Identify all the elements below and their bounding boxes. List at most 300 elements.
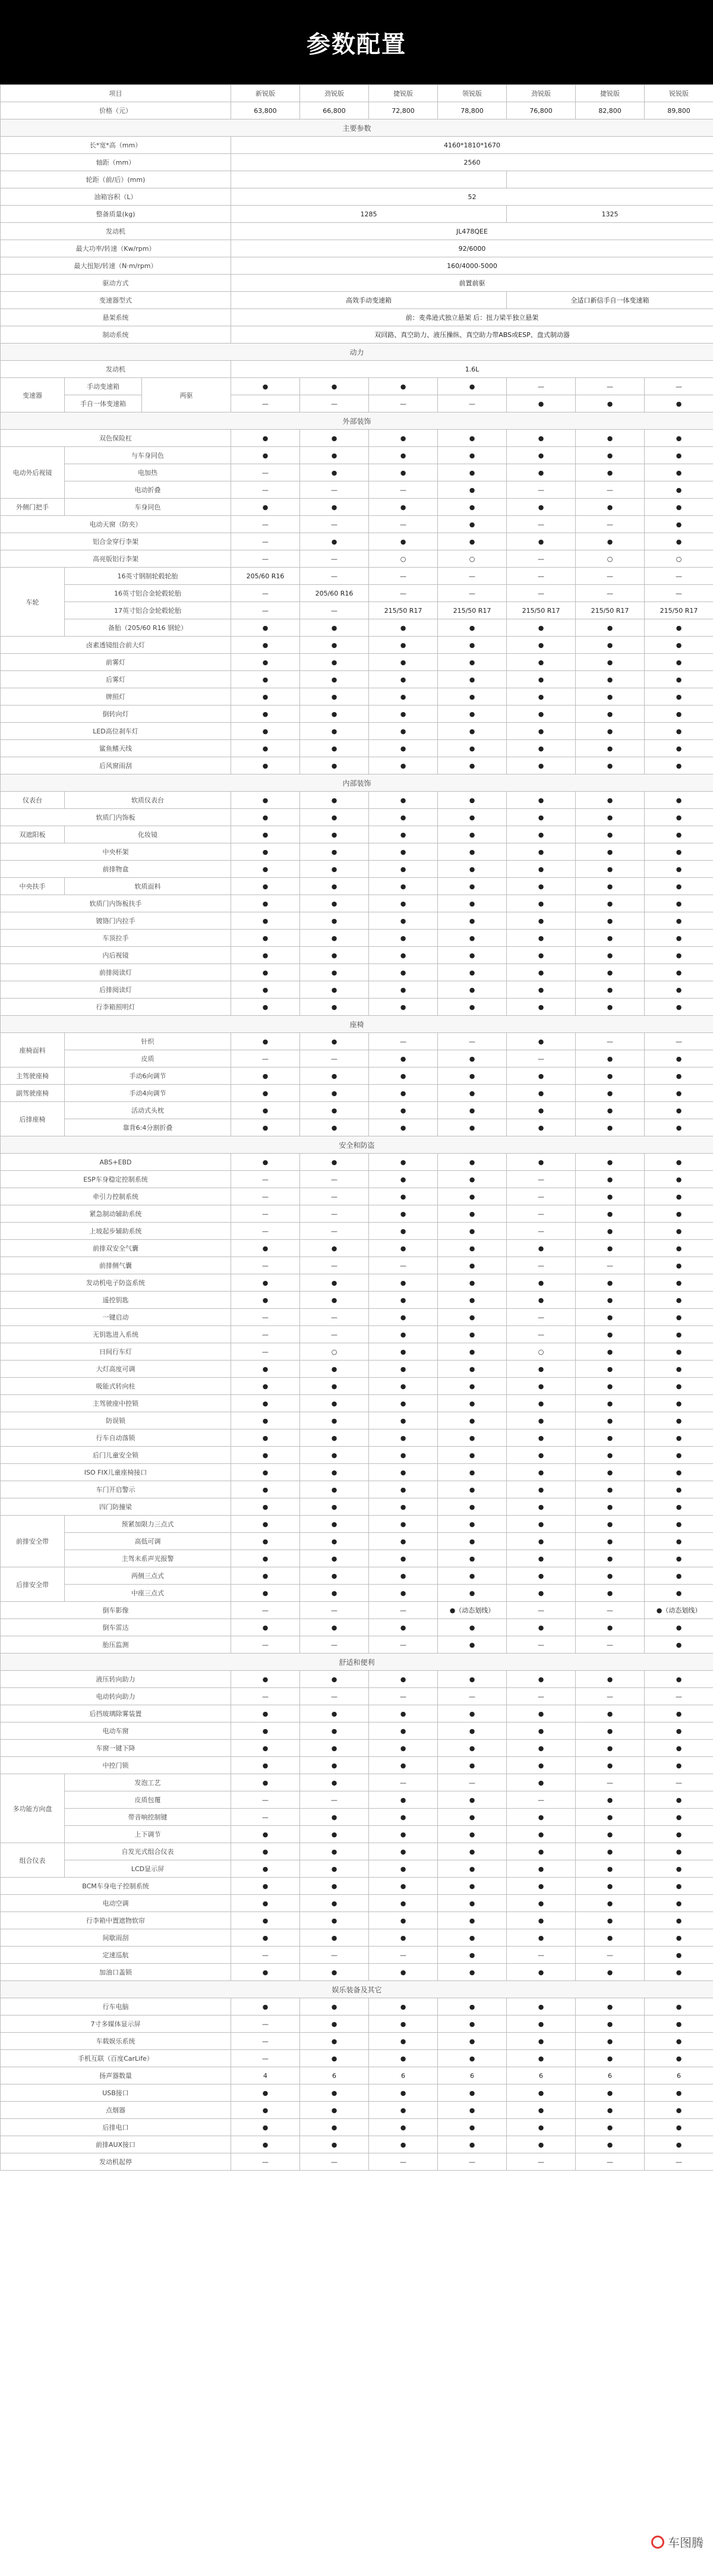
row-value: ● — [576, 1429, 645, 1447]
row-value: ● — [369, 2033, 438, 2050]
row-value: 205/60 R16 — [300, 585, 369, 602]
row-value: ● — [507, 654, 576, 671]
row-value: ● — [438, 430, 507, 447]
row-value: — — [369, 1602, 438, 1619]
table-row — [1, 1843, 713, 1860]
row-value: ● — [438, 809, 507, 826]
row-value: ● — [369, 1843, 438, 1860]
table-row — [1, 1619, 713, 1636]
row-value: ● — [645, 843, 713, 861]
row-value: ● — [576, 1412, 645, 1429]
row-value: ● — [231, 1481, 300, 1498]
table-row — [1, 1119, 713, 1136]
row-value: ● — [300, 1705, 369, 1722]
row-value: ● — [438, 1481, 507, 1498]
row-value: — — [231, 2153, 300, 2171]
row-sub-label: 主驾未系声光报警 — [65, 1550, 231, 1567]
row-group-label: 后排安全带 — [1, 1567, 65, 1602]
row-value: ● — [576, 1550, 645, 1567]
row-value: — — [507, 1171, 576, 1188]
row-value: ● — [438, 1085, 507, 1102]
section-row — [1, 412, 713, 430]
table-row — [1, 430, 713, 447]
row-value: ● — [369, 671, 438, 688]
table-row — [1, 723, 713, 740]
table-row — [1, 1223, 713, 1240]
row-value: ● — [576, 981, 645, 999]
table-row — [1, 1240, 713, 1257]
row-value: ● — [645, 1843, 713, 1860]
row-mid-label: 两驱 — [142, 378, 231, 412]
table-row — [1, 1964, 713, 1981]
row-value: ● — [576, 1102, 645, 1119]
row-value: ● — [507, 1033, 576, 1050]
row-value: ● — [576, 1516, 645, 1533]
row-value: — — [576, 1636, 645, 1654]
row-value: ● — [231, 1274, 300, 1292]
row-value: ● — [438, 637, 507, 654]
row-value: ● — [369, 843, 438, 861]
row-group-label: 变速器 — [1, 378, 65, 412]
section-title: 动力 — [1, 344, 713, 361]
row-value: ● — [645, 1240, 713, 1257]
row-value: 205/60 R16 — [231, 568, 300, 585]
row-value: ● — [300, 740, 369, 757]
row-value: ● — [300, 464, 369, 481]
row-value: ● — [645, 964, 713, 981]
row-value: ● — [369, 1326, 438, 1343]
row-value: ● — [300, 1361, 369, 1378]
row-value: — — [231, 533, 300, 550]
row-label: 上坡起步辅助系统 — [1, 1223, 231, 1240]
row-value: ● — [438, 930, 507, 947]
row-label: 四门防撞梁 — [1, 1498, 231, 1516]
row-value: — — [438, 2153, 507, 2171]
row-value: ●（动态划线） — [438, 1602, 507, 1619]
row-value: ● — [438, 654, 507, 671]
table-row — [1, 1309, 713, 1326]
row-value: ● — [576, 1533, 645, 1550]
row-label: 定速巡航 — [1, 1947, 231, 1964]
row-value: ● — [438, 1533, 507, 1550]
row-value: ● — [645, 1412, 713, 1429]
row-value: ● — [507, 688, 576, 706]
table-row — [1, 1740, 713, 1757]
table-row — [1, 516, 713, 533]
row-value: ● — [507, 826, 576, 843]
row-value: ● — [300, 912, 369, 930]
row-value: ● — [507, 999, 576, 1016]
row-value: ● — [300, 619, 369, 637]
row-value: 全适口新信手自一体变速箱 — [507, 292, 713, 309]
row-value: ● — [576, 1464, 645, 1481]
row-value: ● — [438, 1171, 507, 1188]
row-value: — — [576, 378, 645, 395]
row-group-label: 车轮 — [1, 568, 65, 637]
row-value: ● — [576, 1050, 645, 1067]
row-value: ● — [576, 1119, 645, 1136]
row-label: 发动机 — [1, 223, 231, 240]
row-value: ● — [645, 1257, 713, 1274]
table-row — [1, 240, 713, 257]
row-value: ● — [231, 878, 300, 895]
table-row — [1, 137, 713, 154]
table-row — [1, 206, 713, 223]
watermark-logo-icon — [651, 2536, 664, 2549]
row-value: — — [300, 602, 369, 619]
row-label: 后门儿童安全锁 — [1, 1447, 231, 1464]
row-group-label: 前排安全带 — [1, 1516, 65, 1567]
row-value: ● — [645, 1516, 713, 1533]
column-header: 锐锐版 — [645, 85, 713, 102]
row-value: ● — [576, 1240, 645, 1257]
row-value: ● — [438, 1671, 507, 1688]
row-value: ● — [300, 499, 369, 516]
row-value: ● — [507, 1585, 576, 1602]
row-value: ● — [369, 723, 438, 740]
row-value — [507, 171, 713, 188]
row-value: — — [507, 1791, 576, 1809]
section-title: 舒适和便利 — [1, 1654, 713, 1671]
column-header: 捷锐版 — [576, 85, 645, 102]
row-value: ● — [438, 1705, 507, 1722]
table-row — [1, 999, 713, 1016]
row-value: ● — [576, 2050, 645, 2067]
table-row — [1, 1067, 713, 1085]
row-value: ● — [438, 792, 507, 809]
row-value: ● — [507, 1412, 576, 1429]
row-value: — — [369, 1688, 438, 1705]
row-value: ● — [645, 1878, 713, 1895]
row-value: ● — [231, 1912, 300, 1929]
row-value: ● — [645, 706, 713, 723]
row-value: ● — [645, 1619, 713, 1636]
row-value: ● — [438, 533, 507, 550]
row-value: — — [231, 1309, 300, 1326]
row-value: ● — [438, 1636, 507, 1654]
row-value: ● — [507, 1240, 576, 1257]
row-label: 前排侧气囊 — [1, 1257, 231, 1274]
row-value: ● — [507, 464, 576, 481]
table-row — [1, 1860, 713, 1878]
row-value: ● — [369, 1205, 438, 1223]
table-row — [1, 619, 713, 637]
row-label: 镀铬门内拉手 — [1, 912, 231, 930]
row-value: — — [231, 1223, 300, 1240]
row-value: ● — [438, 1947, 507, 1964]
table-row — [1, 1343, 713, 1361]
row-value: — — [231, 516, 300, 533]
row-value: 4160*1810*1670 — [231, 137, 713, 154]
row-value: ● — [231, 2119, 300, 2136]
row-value: ● — [231, 1550, 300, 1567]
row-value: ● — [507, 1878, 576, 1895]
row-value: ● — [645, 809, 713, 826]
row-group-label: 双遮阳板 — [1, 826, 65, 843]
row-value: ● — [576, 1361, 645, 1378]
row-value: ● — [231, 861, 300, 878]
table-row — [1, 447, 713, 464]
row-value: ● — [507, 1361, 576, 1378]
row-value: — — [645, 568, 713, 585]
row-value: ● — [300, 1964, 369, 1981]
row-value: ● — [231, 1292, 300, 1309]
row-value: ● — [231, 1498, 300, 1516]
row-value: ● — [507, 2033, 576, 2050]
row-label: 铝合金穿行李架 — [1, 533, 231, 550]
row-label: 主驾驶座中控锁 — [1, 1395, 231, 1412]
row-label: 车窗一键下降 — [1, 1740, 231, 1757]
row-value: ● — [369, 378, 438, 395]
table-row — [1, 1809, 713, 1826]
row-value: ● — [507, 1119, 576, 1136]
table-row — [1, 1033, 713, 1050]
row-value: — — [300, 1309, 369, 1326]
table-row — [1, 637, 713, 654]
row-value: ● — [231, 1567, 300, 1585]
row-value: ● — [369, 1154, 438, 1171]
table-row — [1, 378, 713, 395]
row-value: ● — [231, 740, 300, 757]
row-value: ● — [231, 1395, 300, 1412]
row-value: ● — [438, 843, 507, 861]
table-row — [1, 395, 713, 412]
table-row — [1, 1464, 713, 1481]
row-value: ● — [369, 1171, 438, 1188]
row-value: ● — [231, 1757, 300, 1774]
row-value: ● — [507, 1154, 576, 1171]
table-row — [1, 1205, 713, 1223]
row-value: ● — [576, 1205, 645, 1223]
row-value: ● — [438, 981, 507, 999]
row-value: ● — [369, 1292, 438, 1309]
table-row — [1, 1102, 713, 1119]
row-label: 遥控钥匙 — [1, 1292, 231, 1309]
row-value: ● — [300, 2050, 369, 2067]
row-value: ● — [645, 1860, 713, 1878]
row-sub-label: 电加热 — [65, 464, 231, 481]
row-value: ● — [231, 1240, 300, 1257]
row-value: ● — [369, 1585, 438, 1602]
watermark-text: 车图腾 — [668, 2536, 703, 2550]
table-row — [1, 102, 713, 119]
section-row — [1, 774, 713, 792]
table-row — [1, 1550, 713, 1567]
row-value: ● — [369, 964, 438, 981]
row-value: ● — [438, 1395, 507, 1412]
row-value: ● — [645, 2119, 713, 2136]
row-value: ● — [576, 723, 645, 740]
brand-watermark — [651, 2533, 703, 2550]
row-value: ● — [300, 1843, 369, 1860]
row-value: ● — [645, 1998, 713, 2016]
table-row — [1, 1516, 713, 1533]
row-value: ● — [231, 1722, 300, 1740]
table-row — [1, 1757, 713, 1774]
table-row — [1, 861, 713, 878]
row-value: ● — [231, 1671, 300, 1688]
row-value: — — [369, 585, 438, 602]
row-value: 78,800 — [438, 102, 507, 119]
row-value: — — [300, 1188, 369, 1205]
row-value: — — [231, 1947, 300, 1964]
row-label: 最大功率/转速（Kw/rpm） — [1, 240, 231, 257]
row-value: — — [645, 2153, 713, 2171]
row-value: ● — [507, 1067, 576, 1085]
row-label: 电动天窗（防夹） — [1, 516, 231, 533]
row-value: ● — [438, 1912, 507, 1929]
row-value: ● — [576, 1740, 645, 1757]
row-value: ● — [507, 912, 576, 930]
row-value: ● — [645, 395, 713, 412]
row-value: ● — [369, 654, 438, 671]
row-value: ● — [576, 1757, 645, 1774]
row-value: ● — [438, 619, 507, 637]
row-value: ● — [576, 1498, 645, 1516]
row-group-label: 仪表台 — [1, 792, 65, 809]
row-label: 鲨鱼鳍天线 — [1, 740, 231, 757]
row-value: — — [300, 550, 369, 568]
row-value: ● — [576, 1791, 645, 1809]
row-value: ● — [507, 1809, 576, 1826]
row-group-label: 组合仪表 — [1, 1843, 65, 1878]
row-value: ● — [231, 981, 300, 999]
row-value: ● — [231, 619, 300, 637]
row-value: ● — [369, 637, 438, 654]
row-value: ● — [300, 1481, 369, 1498]
row-value: ● — [300, 1929, 369, 1947]
table-row — [1, 2102, 713, 2119]
row-value: ● — [369, 1860, 438, 1878]
row-value: — — [576, 1688, 645, 1705]
row-value: 1325 — [507, 206, 713, 223]
row-value: ● — [231, 1998, 300, 2016]
row-value: — — [231, 1050, 300, 1067]
table-row — [1, 533, 713, 550]
row-value: ● — [576, 619, 645, 637]
row-label: 无钥匙进入系统 — [1, 1326, 231, 1343]
row-sub-label: 手动变速箱 — [65, 378, 142, 395]
row-value: ● — [369, 1481, 438, 1498]
row-value: ● — [369, 1722, 438, 1740]
row-label: 内后视镜 — [1, 947, 231, 964]
row-value: ● — [576, 947, 645, 964]
row-value: ● — [438, 499, 507, 516]
row-value: ● — [231, 1154, 300, 1171]
row-value: ● — [231, 1378, 300, 1395]
row-value: ● — [507, 723, 576, 740]
row-label: 轮距（前/后）(mm) — [1, 171, 231, 188]
row-value: ● — [300, 1998, 369, 2016]
row-value: ● — [231, 2084, 300, 2102]
row-value: ● — [645, 1498, 713, 1516]
row-value: ● — [300, 2084, 369, 2102]
row-value: ● — [369, 706, 438, 723]
row-value: ● — [231, 1533, 300, 1550]
row-sub-label: 与车身同色 — [65, 447, 231, 464]
table-row — [1, 1188, 713, 1205]
row-value: ● — [300, 981, 369, 999]
row-value: ● — [438, 1826, 507, 1843]
row-label: 双色保险杠 — [1, 430, 231, 447]
row-value: ● — [369, 2102, 438, 2119]
row-value: ● — [438, 912, 507, 930]
row-value: ● — [438, 2119, 507, 2136]
table-row — [1, 154, 713, 171]
row-sub-label: 靠背6:4分割折叠 — [65, 1119, 231, 1136]
row-value: ● — [645, 447, 713, 464]
row-value: ● — [300, 1412, 369, 1429]
row-value: — — [369, 1774, 438, 1791]
row-group-label: 副驾驶座椅 — [1, 1085, 65, 1102]
row-value: ● — [645, 1223, 713, 1240]
row-value: — — [507, 1326, 576, 1343]
section-row — [1, 344, 713, 361]
row-sub-label: 针织 — [65, 1033, 231, 1050]
row-value: ● — [369, 499, 438, 516]
row-sub-label: 17英寸铝合金轮毂轮胎 — [65, 602, 231, 619]
row-value: ● — [369, 1567, 438, 1585]
row-value: ● — [645, 740, 713, 757]
row-value: ● — [576, 2119, 645, 2136]
row-value: — — [300, 1050, 369, 1067]
row-value: ● — [300, 947, 369, 964]
row-value: ● — [438, 2102, 507, 2119]
row-value: 66,800 — [300, 102, 369, 119]
row-sub-label: 预紧加限力三点式 — [65, 1516, 231, 1533]
table-row — [1, 326, 713, 344]
row-value: ● — [645, 1119, 713, 1136]
row-value: ● — [645, 1481, 713, 1498]
row-label: 倒车雷达 — [1, 1619, 231, 1636]
row-value: — — [369, 568, 438, 585]
row-value: ● — [645, 1343, 713, 1361]
row-value: ● — [645, 981, 713, 999]
row-value: ● — [231, 1429, 300, 1447]
row-label: 大灯高度可调 — [1, 1361, 231, 1378]
row-value: ● — [507, 861, 576, 878]
table-row — [1, 878, 713, 895]
row-value: ● — [231, 1516, 300, 1533]
row-value: 4 — [231, 2067, 300, 2084]
row-value: — — [300, 1257, 369, 1274]
row-value: ● — [576, 878, 645, 895]
row-value: ● — [438, 1188, 507, 1205]
row-value: ● — [645, 1326, 713, 1343]
row-value: ● — [369, 1447, 438, 1464]
row-value: ● — [645, 2084, 713, 2102]
table-row — [1, 2136, 713, 2153]
row-value: ● — [438, 2033, 507, 2050]
row-value: ● — [300, 1826, 369, 1843]
row-value: ● — [438, 1516, 507, 1533]
row-value: ● — [507, 447, 576, 464]
row-value: ● — [645, 1895, 713, 1912]
row-value: — — [507, 2153, 576, 2171]
row-value: ● — [369, 1998, 438, 2016]
row-value: ● — [369, 1395, 438, 1412]
section-title: 主要参数 — [1, 119, 713, 137]
row-value: ○ — [507, 1343, 576, 1361]
table-row — [1, 1378, 713, 1395]
row-value: ● — [507, 964, 576, 981]
row-value: ● — [300, 1550, 369, 1567]
row-value: — — [507, 1205, 576, 1223]
row-value: ● — [438, 1309, 507, 1326]
row-value: ● — [231, 1964, 300, 1981]
row-label: 倒车影像 — [1, 1602, 231, 1619]
row-value: — — [231, 464, 300, 481]
